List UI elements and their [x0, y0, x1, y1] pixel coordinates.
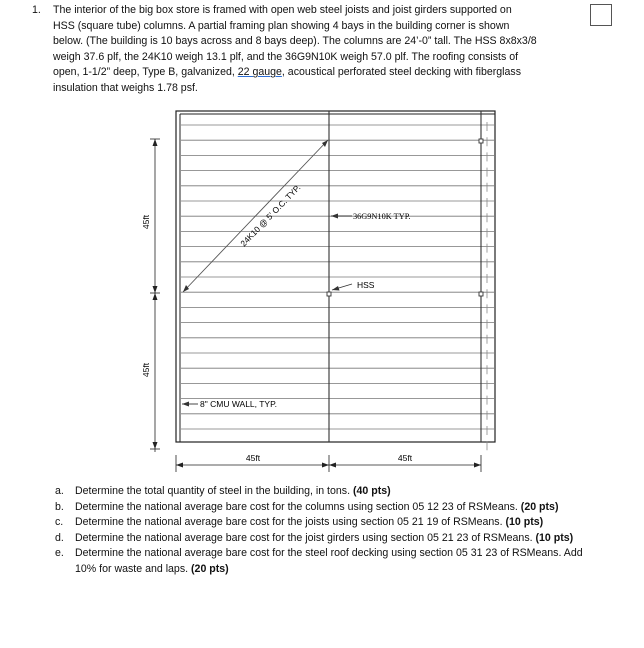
part-text	[75, 500, 600, 516]
question-line: The interior of the big box store is framed with open web steel joists and joist girders supported on	[53, 4, 512, 16]
part-points: (20 pts)	[520, 500, 559, 513]
part-text	[75, 531, 600, 547]
part-question: Determine the total quantity of steel in the building, in tons.	[75, 485, 351, 497]
arrowhead	[182, 402, 189, 407]
dimension-arrows	[153, 139, 482, 468]
hss-column	[479, 139, 483, 143]
part-b	[55, 500, 600, 516]
question-line: insulation that weighs 1.78 psf.	[53, 81, 198, 94]
joist-label: 24K10 @ 5' O.C. TYP.	[238, 182, 303, 249]
hss-column	[327, 292, 331, 296]
dim-label-bottom-left: 45ft	[245, 453, 261, 463]
hss-column	[479, 292, 483, 296]
part-letter: a.	[55, 485, 64, 497]
part-letter: c.	[55, 516, 64, 529]
part-a	[55, 484, 600, 500]
arrowhead	[332, 286, 340, 291]
part-question: Determine the national average bare cost for the steel roof decking using section 05 31 23 of RSMeans. Add 10% for waste and laps.	[75, 547, 583, 575]
question-line: weigh 37.6 plf, the 24K10 weigh 13.1 plf, and the 36G9N10K weigh 57.0 plf. The roofing consists of	[53, 50, 519, 63]
part-d	[55, 531, 600, 547]
roofing-text-end: , acoustical perforated steel decking with fiberglass	[281, 66, 521, 79]
dim-label-left-bottom: 45ft	[141, 362, 151, 378]
question-line: below. (The building is 10 bays across and 8 bays deep). The columns are 24’-0” tall. The HSS 8x8x3/8	[53, 35, 537, 48]
dimension-lines	[150, 139, 481, 472]
part-text	[75, 515, 600, 531]
question-line: HSS (square tube) columns. A partial framing plan showing 4 bays in the building corner is shown	[53, 19, 510, 32]
girder-label: 36G9N10K TYP.	[353, 212, 411, 221]
part-question: Determine the national average bare cost for the joist girders using section 05 21 23 of RSMeans.	[75, 531, 533, 544]
dim-label-bottom-right: 45ft	[397, 453, 413, 463]
part-letter: d.	[55, 531, 64, 544]
part-e	[55, 546, 600, 577]
gauge-underlined: 22 gauge	[237, 66, 282, 79]
part-text	[75, 546, 600, 577]
part-c	[55, 515, 600, 531]
part-question: Determine the national average bare cost for the columns using section 05 12 23 of RSMeans.	[75, 500, 518, 513]
part-points: (10 pts)	[505, 516, 544, 529]
roofing-text-start: open, 1-1/2” deep, Type B, galvanized,	[53, 66, 238, 79]
part-text	[75, 484, 600, 500]
girder-lines	[329, 111, 481, 442]
part-points: (20 pts)	[191, 562, 229, 575]
question-parts	[55, 484, 600, 578]
wall-outline-outer	[176, 111, 495, 442]
part-letter: e.	[55, 547, 64, 560]
question-number: 1.	[32, 4, 41, 16]
part-letter: b.	[55, 500, 64, 513]
dim-label-left-top: 45ft	[141, 214, 151, 230]
wall-label: 8" CMU WALL, TYP.	[200, 399, 278, 409]
part-points: (40 pts)	[352, 485, 391, 497]
part-points: (10 pts)	[535, 531, 574, 544]
hss-label: HSS	[357, 280, 375, 290]
arrowhead	[331, 214, 338, 219]
part-question: Determine the national average bare cost for the joists using section 05 21 19 of RSMeans.	[75, 516, 503, 529]
